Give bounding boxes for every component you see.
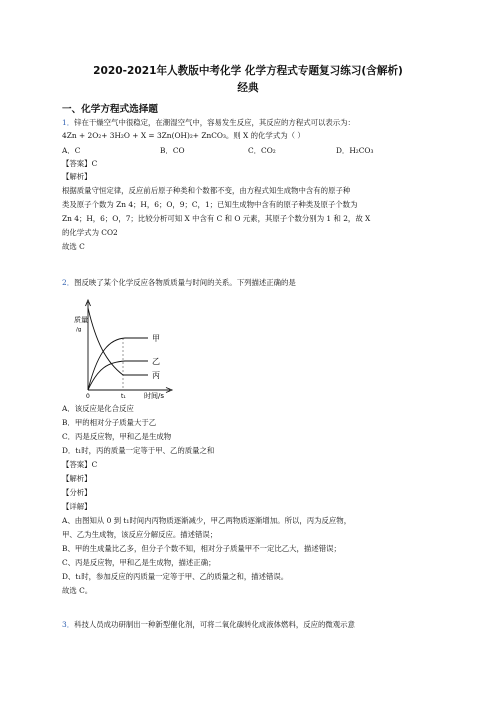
q1-analysis-label: 【解析】 bbox=[62, 172, 92, 181]
q3-number: 3． bbox=[62, 620, 75, 629]
curve-jia bbox=[88, 338, 148, 390]
q1-stem-line-1: 1．锌在干燥空气中很稳定，在潮湿空气中，容易发生反应，其反应的方程式可以表示为： bbox=[62, 118, 355, 127]
title-line-1: 2020-2021年人教版中考化学 化学方程式专题复习练习(含解析) bbox=[93, 65, 403, 77]
curve-label-bing: 丙 bbox=[152, 371, 160, 380]
q2-answer: 【答案】C bbox=[62, 460, 98, 469]
q2-option-c: C．丙是反应物，甲和乙是生成物 bbox=[62, 432, 172, 441]
q2-option-b: B．甲的相对分子质量大于乙 bbox=[62, 418, 157, 427]
q2-fenxi-label: 【分析】 bbox=[62, 488, 92, 497]
curve-bing bbox=[88, 308, 148, 375]
title-line-2: 经典 bbox=[237, 82, 259, 94]
q1-stem-line-2: 4Zn + 2O₂+ 3H₂O + X = 3Zn(OH)₂+ ZnCO₃。则 X 的化学式为（ ） bbox=[62, 131, 305, 140]
document-title bbox=[40, 63, 456, 97]
q2-detail-line-5: D、t₁时，参加反应的丙质量一定等于甲、乙的质量之和，描述错误。 bbox=[62, 572, 289, 581]
q2-detail-line-1: A、由图知从 0 到 t₁时间内丙物质逐渐减少，甲乙两物质逐渐增加。所以，丙为反应物， bbox=[62, 516, 352, 525]
x-axis-label: 时间/s bbox=[144, 392, 165, 400]
curve-label-jia: 甲 bbox=[152, 334, 160, 343]
q2-detail-line-3: B、甲的生成量比乙多，但分子个数不知，相对分子质量甲不一定比乙大，描述错误； bbox=[62, 544, 341, 553]
y-axis-unit: /g bbox=[76, 327, 82, 333]
q1-analysis-line-3: Zn 4；H，6；O，7；比较分析可知 X 中含有 C 和 O 元素，其原子个数分别为 1 和 2，故 X bbox=[62, 214, 371, 223]
q1-option-b: B．CO bbox=[160, 146, 185, 155]
origin-label: 0 bbox=[86, 393, 90, 400]
q1-answer: 【答案】C bbox=[62, 159, 98, 168]
q1-analysis-line-1: 根据质量守恒定律，反应前后原子种类和个数都不变，由方程式知生成物中含有的原子种 bbox=[62, 186, 351, 195]
q3-stem: 3．科技人员成功研制出一种新型催化剂，可将二氧化碳转化成液体燃料，反应的微观示意 bbox=[62, 620, 355, 629]
mass-time-graph bbox=[70, 290, 180, 400]
q1-option-d: D．H₂CO₃ bbox=[336, 146, 374, 155]
q2-conclusion: 故选 C。 bbox=[62, 586, 93, 595]
q1-conclusion: 故选 C bbox=[62, 242, 85, 251]
q2-detail-line-2: 甲、乙为生成物，该反应分解反应。描述错误； bbox=[62, 530, 218, 539]
y-axis-label: 质量 bbox=[74, 316, 88, 324]
q1-analysis-line-2: 类及原子个数为 Zn 4；H，6；O，9；C，1；已知生成物中含有的原子种类及原子个数为 bbox=[62, 200, 358, 209]
q2-detail-line-4: C、丙是反应物，甲和乙是生成物，描述正确； bbox=[62, 558, 216, 567]
q2-number: 2． bbox=[62, 278, 75, 287]
q1-option-a: A．C bbox=[62, 146, 81, 155]
q1-option-c: C．CO₂ bbox=[248, 146, 276, 155]
q2-analysis-label: 【解析】 bbox=[62, 474, 92, 483]
q1-number: 1． bbox=[62, 118, 75, 127]
t1-label: t₁ bbox=[121, 393, 126, 400]
curve-yi bbox=[88, 361, 148, 390]
section-heading: 一、化学方程式选择题 bbox=[62, 104, 158, 115]
q1-analysis-line-4: 的化学式为 CO2 bbox=[62, 228, 118, 237]
q2-option-d: D．t₁时，丙的质量一定等于甲、乙的质量之和 bbox=[62, 446, 215, 455]
q2-stem: 2．图反映了某个化学反应各物质质量与时间的关系。下列描述正确的是 bbox=[62, 278, 296, 287]
q2-option-a: A．该反应是化合反应 bbox=[62, 404, 134, 413]
q2-detail-label: 【详解】 bbox=[62, 502, 92, 511]
curve-label-yi: 乙 bbox=[152, 357, 160, 366]
